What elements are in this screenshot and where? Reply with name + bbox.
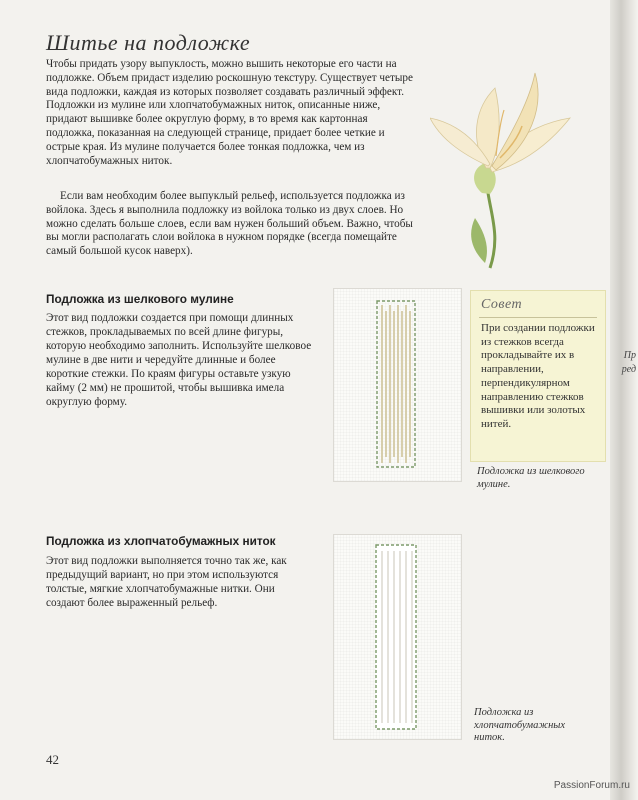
section-heading-cotton: Подложка из хлопчатобумажных ниток <box>46 534 276 548</box>
tip-divider <box>479 317 597 318</box>
silk-padding-swatch <box>333 288 462 482</box>
tip-text: При создании подложки из стежков всегда прокладывайте их в направлении, перпендикулярном направлению стежков вышивки или золотых нитей. <box>481 322 595 430</box>
spine-fragment: ред <box>621 364 636 375</box>
tulip-illustration <box>430 68 590 288</box>
silk-padding-stitches <box>334 289 461 481</box>
caption-cotton: Подложка из хлопчатобумажных ниток. <box>474 707 566 743</box>
section-text-cotton: Этот вид подложки выполняется точно так же, как предыдущий вариант, но при этом используются толстые, мягкие хлопчатобумажные нитки. Они создают более выраженный рельеф. <box>46 555 287 609</box>
cotton-padding-swatch <box>333 534 462 740</box>
watermark: PassionForum.ru <box>553 780 630 791</box>
tip-title: Совет <box>481 297 523 312</box>
cotton-padding-stitches <box>334 535 461 739</box>
intro-paragraph-2: Если вам необходим более выпуклый рельеф, используется подложка из войлока. Здесь я выполнила подложку из войлока только из двух слоев. Но можно сделать больше слоев, если вам нужен больший объем. Важно, чтобы вы могли располагать слои войлока в нужном порядке (всегда помещайте самый большой кусок наверх). <box>46 190 413 258</box>
intro-paragraph-1: Чтобы придать узору выпуклость, можно вышить некоторые его части на подложке. Объем придаст изделию роскошную текстуру. Существует четыре вида подложки, каждая из которых позволяет создавать различный эффект. Подложки из мулине или хлопчатобумажных ниток, описанные ниже, придают вышивке более округлую форму, в то время как картонная подложка, показанная на следующей странице, придает более четкие и острые края. Из мулине получается более тонкая подложка, чем из хлопчатобумажных ниток. <box>46 58 413 167</box>
book-spine-shadow <box>610 0 638 800</box>
tip-box <box>470 290 606 462</box>
caption-silk: Подложка из шелкового мулине. <box>477 466 585 490</box>
page-number: 42 <box>46 752 59 767</box>
spine-fragment: Пр <box>623 350 636 361</box>
page-title: Шитье на подложке <box>46 30 251 55</box>
section-heading-silk: Подложка из шелкового мулине <box>46 292 234 306</box>
section-text-silk: Этот вид подложки создается при помощи длинных стежков, прокладываемых по всей длине фигуры, которую необходимо заполнить. Используйте шелковое мулине в две нити и чередуйте длинные и более короткие стежки. По краям фигуры оставьте узкую кайму (2 мм) не прошитой, чтобы вышивка имела округлую форму. <box>46 312 312 408</box>
